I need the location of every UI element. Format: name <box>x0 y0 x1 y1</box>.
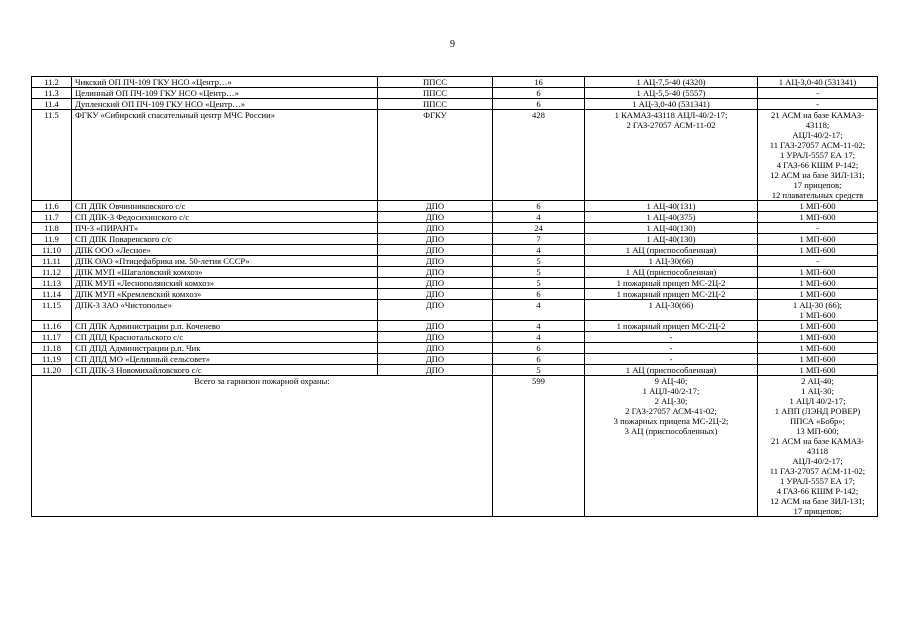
staff-count: 6 <box>493 289 585 300</box>
unit-name: ДПК ООО «Лесное» <box>72 245 378 256</box>
main-equipment <box>585 88 758 99</box>
table-row <box>32 245 878 256</box>
total-main-equipment-line: 1 АЦЛ-40/2-17; <box>642 386 700 396</box>
row-number: 11.8 <box>32 223 72 234</box>
unit-name: СП ДПК-3 Новомихайловского с/с <box>72 365 378 376</box>
row-number: 11.19 <box>32 354 72 365</box>
total-reserve-equipment-line: 1 АЦЛ 40/2-17; <box>789 396 846 406</box>
table-row <box>32 110 878 201</box>
row-number: 11.11 <box>32 256 72 267</box>
reserve-equipment-line: АЦЛ-40/2-17; <box>792 130 843 140</box>
total-main-equipment-line: 3 АЦ (приспособленных) <box>624 426 718 436</box>
reserve-equipment-line: - <box>816 223 819 233</box>
main-equipment-line: 1 АЦ (приспособленная) <box>625 365 717 375</box>
reserve-equipment-line: 1 МП-600 <box>799 289 836 299</box>
total-main-equipment <box>585 376 758 517</box>
main-equipment <box>585 354 758 365</box>
unit-type: ДПО <box>378 365 493 376</box>
total-reserve-equipment-line: 11 ГАЗ-27057 АСМ-11-02; <box>769 466 866 476</box>
row-number: 11.13 <box>32 278 72 289</box>
unit-name: СП ДПК Овчинниковского с/с <box>72 201 378 212</box>
table-row <box>32 99 878 110</box>
reserve-equipment <box>758 365 878 376</box>
unit-type: ДПО <box>378 332 493 343</box>
table-row <box>32 77 878 88</box>
unit-name: ДПК МУП «Шагаловский комхоз» <box>72 267 378 278</box>
main-equipment <box>585 99 758 110</box>
staff-count: 4 <box>493 300 585 321</box>
reserve-equipment-line: 43118; <box>805 120 830 130</box>
reserve-equipment <box>758 278 878 289</box>
reserve-equipment-line: 4 ГАЗ-66 КШМ Р-142; <box>776 160 859 170</box>
reserve-equipment-line: 1 МП-600 <box>799 245 836 255</box>
table-row <box>32 88 878 99</box>
reserve-equipment-line: 1 МП-600 <box>799 365 836 375</box>
table-row <box>32 223 878 234</box>
staff-count: 4 <box>493 321 585 332</box>
reserve-equipment-line: 1 МП-600 <box>799 343 836 353</box>
main-equipment-line: 1 АЦ-30(66) <box>648 300 694 310</box>
staff-count: 6 <box>493 343 585 354</box>
unit-type: ППСС <box>378 77 493 88</box>
main-equipment-line: 1 АЦ-5,5-40 (5557) <box>636 88 706 98</box>
total-main-equipment-line: 2 АЦ-30; <box>654 396 688 406</box>
staff-count: 428 <box>493 110 585 201</box>
unit-type: ППСС <box>378 99 493 110</box>
table-row <box>32 256 878 267</box>
total-reserve-equipment-line: 1 АЦ-30; <box>801 386 834 396</box>
reserve-equipment <box>758 321 878 332</box>
unit-name: ФГКУ «Сибирский спасательный центр МЧС России» <box>72 110 378 201</box>
reserve-equipment-line: 1 АЦ-3,0-40 (531341) <box>778 77 857 87</box>
unit-name: СП ДПК Поваренского с/с <box>72 234 378 245</box>
unit-name: Чикский ОП ПЧ-109 ГКУ НСО «Центр…» <box>72 77 378 88</box>
row-number: 11.16 <box>32 321 72 332</box>
total-reserve-equipment-line: 21 АСМ на базе КАМАЗ- <box>771 436 864 446</box>
reserve-equipment-line: 1 УРАЛ-5557 ЕА 17; <box>779 150 856 160</box>
unit-name: СП ДПД МО «Целинный сельсовет» <box>72 354 378 365</box>
main-equipment-line: 1 АЦ (приспособленная) <box>625 267 717 277</box>
unit-name: ДПК МУП «Кремлевский комхоз» <box>72 289 378 300</box>
row-number: 11.9 <box>32 234 72 245</box>
table-row <box>32 278 878 289</box>
staff-count: 24 <box>493 223 585 234</box>
reserve-equipment-line: 1 АЦ-30 (66); <box>792 300 843 310</box>
main-equipment-line: 1 АЦ-30(66) <box>648 256 694 266</box>
unit-name: Целинный ОП ПЧ-109 ГКУ НСО «Центр…» <box>72 88 378 99</box>
unit-type: ДПО <box>378 245 493 256</box>
main-equipment <box>585 223 758 234</box>
main-equipment <box>585 321 758 332</box>
staff-count: 5 <box>493 267 585 278</box>
table-row <box>32 354 878 365</box>
reserve-equipment-line: 1 МП-600 <box>799 212 836 222</box>
reserve-equipment <box>758 332 878 343</box>
unit-type: ДПО <box>378 267 493 278</box>
staff-count: 4 <box>493 245 585 256</box>
reserve-equipment-line: 1 МП-600 <box>799 267 836 277</box>
reserve-equipment-line: 1 МП-600 <box>799 354 836 364</box>
unit-type: ДПО <box>378 256 493 267</box>
row-number: 11.12 <box>32 267 72 278</box>
main-equipment-line: - <box>669 354 673 364</box>
reserve-equipment <box>758 212 878 223</box>
unit-name: ДПК ОАО «Птицефабрика им. 50-летия СССР» <box>72 256 378 267</box>
reserve-equipment-line: 1 МП-600 <box>799 332 836 342</box>
main-equipment-line: 1 АЦ-7,5-40 (4320) <box>636 77 706 87</box>
main-equipment-line: 1 АЦ-40(131) <box>646 201 696 211</box>
row-number: 11.20 <box>32 365 72 376</box>
reserve-equipment <box>758 223 878 234</box>
unit-type: ДПО <box>378 300 493 321</box>
unit-type: ФГКУ <box>378 110 493 201</box>
staff-count: 5 <box>493 278 585 289</box>
unit-name: СП ДПД Администрации р.п. Чик <box>72 343 378 354</box>
reserve-equipment <box>758 99 878 110</box>
reserve-equipment-line: - <box>816 256 819 266</box>
staff-count: 16 <box>493 77 585 88</box>
total-reserve-equipment-line: 1 АПП (ЛЭНД РОВЕР) <box>774 406 861 416</box>
unit-type: ДПО <box>378 212 493 223</box>
staff-count: 5 <box>493 256 585 267</box>
unit-type: ДПО <box>378 321 493 332</box>
reserve-equipment <box>758 88 878 99</box>
main-equipment-line: 2 ГАЗ-27057 АСМ-11-02 <box>626 120 716 130</box>
reserve-equipment-line: - <box>816 88 819 98</box>
reserve-equipment-line: 11 ГАЗ-27057 АСМ-11-02; <box>769 140 866 150</box>
reserve-equipment-line: 1 МП-600 <box>799 234 836 244</box>
reserve-equipment-line: 12 плавательных средств <box>771 190 864 200</box>
total-reserve-equipment-line: 12 АСМ на базе ЗИЛ-131; <box>770 496 865 506</box>
main-equipment-line: - <box>669 343 673 353</box>
total-main-equipment-line: 2 ГАЗ-27057 АСМ-41-02; <box>625 406 717 416</box>
main-equipment-line: 1 пожарный прицеп МС-2Ц-2 <box>616 289 726 299</box>
table-row <box>32 365 878 376</box>
staff-count: 6 <box>493 88 585 99</box>
table-row <box>32 289 878 300</box>
table-row <box>32 234 878 245</box>
reserve-equipment <box>758 343 878 354</box>
unit-type: ДПО <box>378 343 493 354</box>
total-main-equipment-line: 3 пожарных прицепа МС-2Ц-2; <box>613 416 729 426</box>
main-equipment-line: 1 АЦ-40(130) <box>646 234 696 244</box>
page-number: 9 <box>450 39 455 50</box>
table-row <box>32 267 878 278</box>
main-equipment-line: 1 АЦ-3,0-40 (531341) <box>632 99 710 109</box>
main-equipment <box>585 289 758 300</box>
reserve-equipment <box>758 110 878 201</box>
reserve-equipment <box>758 234 878 245</box>
unit-type: ППСС <box>378 88 493 99</box>
table-row <box>32 212 878 223</box>
total-staff-count: 599 <box>493 376 585 517</box>
total-main-equipment-line: 9 АЦ-40; <box>654 376 688 386</box>
main-equipment-line: 1 пожарный прицеп МС-2Ц-2 <box>616 321 726 331</box>
unit-type: ДПО <box>378 201 493 212</box>
table-body <box>32 77 878 517</box>
main-equipment-line: 1 АЦ-40(130) <box>646 223 696 233</box>
unit-name: ПЧ-3 «ПИРАНТ» <box>72 223 378 234</box>
table-row <box>32 201 878 212</box>
row-number: 11.6 <box>32 201 72 212</box>
main-equipment-line: 1 пожарный прицеп МС-2Ц-2 <box>616 278 726 288</box>
row-number: 11.15 <box>32 300 72 321</box>
staff-count: 5 <box>493 365 585 376</box>
total-reserve-equipment-line: ППСА «Бобр»; <box>790 416 845 426</box>
total-reserve-equipment-line: 43118 <box>806 446 829 456</box>
row-number: 11.10 <box>32 245 72 256</box>
reserve-equipment <box>758 245 878 256</box>
reserve-equipment <box>758 289 878 300</box>
staff-count: 4 <box>493 332 585 343</box>
table-row <box>32 300 878 321</box>
staff-count: 7 <box>493 234 585 245</box>
unit-type: ДПО <box>378 278 493 289</box>
reserve-equipment <box>758 77 878 88</box>
row-number: 11.18 <box>32 343 72 354</box>
total-label: Всего за гарнизон пожарной охраны: <box>32 376 493 517</box>
main-equipment-line: 1 КАМАЗ-43118 АЦЛ-40/2-17; <box>614 110 728 120</box>
main-equipment <box>585 256 758 267</box>
main-equipment <box>585 201 758 212</box>
unit-type: ДПО <box>378 354 493 365</box>
unit-name: ДПК МУП «Леснополянский комхоз» <box>72 278 378 289</box>
total-reserve-equipment-line: АЦЛ-40/2-17; <box>792 456 843 466</box>
unit-name: СП ДПД Краснотальского с/с <box>72 332 378 343</box>
main-equipment <box>585 343 758 354</box>
main-equipment <box>585 300 758 321</box>
total-reserve-equipment <box>758 376 878 517</box>
main-equipment <box>585 332 758 343</box>
main-equipment <box>585 212 758 223</box>
row-number: 11.17 <box>32 332 72 343</box>
staff-count: 6 <box>493 99 585 110</box>
main-equipment <box>585 245 758 256</box>
reserve-equipment-line: 12 АСМ на базе ЗИЛ-131; <box>770 170 865 180</box>
reserve-equipment <box>758 267 878 278</box>
total-reserve-equipment-line: 1 УРАЛ-5557 ЕА 17; <box>779 476 856 486</box>
reserve-equipment-line: 1 МП-600 <box>799 278 836 288</box>
main-equipment <box>585 77 758 88</box>
reserve-equipment <box>758 256 878 267</box>
main-equipment <box>585 267 758 278</box>
staff-count: 4 <box>493 212 585 223</box>
reserve-equipment <box>758 354 878 365</box>
row-number: 11.2 <box>32 77 72 88</box>
unit-name: СП ДПК-3 Федосихинского с/с <box>72 212 378 223</box>
row-number: 11.7 <box>32 212 72 223</box>
reserve-equipment-line: 1 МП-600 <box>799 201 836 211</box>
unit-type: ДПО <box>378 289 493 300</box>
reserve-equipment-line: 1 МП-600 <box>799 310 836 320</box>
unit-name: СП ДПК Администрации р.п. Коченево <box>72 321 378 332</box>
reserve-equipment-line: 1 МП-600 <box>799 321 836 331</box>
reserve-equipment-line: 17 прицепов; <box>793 180 842 190</box>
main-equipment <box>585 234 758 245</box>
total-reserve-equipment-line: 2 АЦ-40; <box>801 376 834 386</box>
row-number: 11.14 <box>32 289 72 300</box>
main-equipment-line: 1 АЦ (приспособленная) <box>625 245 717 255</box>
main-equipment-line: 1 АЦ-40(375) <box>646 212 696 222</box>
row-number: 11.5 <box>32 110 72 201</box>
reserve-equipment <box>758 300 878 321</box>
reserve-equipment-line: 21 АСМ на базе КАМАЗ- <box>771 110 864 120</box>
row-number: 11.3 <box>32 88 72 99</box>
reserve-equipment <box>758 201 878 212</box>
unit-name: ДПК-3 ЗАО «Чистополье» <box>72 300 378 321</box>
total-reserve-equipment-line: 13 МП-600; <box>796 426 839 436</box>
row-number: 11.4 <box>32 99 72 110</box>
table-row <box>32 321 878 332</box>
unit-name: Дупленский ОП ПЧ-109 ГКУ НСО «Центр…» <box>72 99 378 110</box>
total-reserve-equipment-line: 17 прицепов; <box>793 506 842 516</box>
main-equipment <box>585 110 758 201</box>
main-equipment <box>585 365 758 376</box>
staff-count: 6 <box>493 354 585 365</box>
main-equipment-line: - <box>669 332 673 342</box>
table-row <box>32 343 878 354</box>
total-reserve-equipment-line: 4 ГАЗ-66 КШМ Р-142; <box>776 486 859 496</box>
main-equipment <box>585 278 758 289</box>
unit-type: ДПО <box>378 234 493 245</box>
reserve-equipment-line: - <box>816 99 819 109</box>
table-row <box>32 332 878 343</box>
staff-count: 6 <box>493 201 585 212</box>
unit-type: ДПО <box>378 223 493 234</box>
total-row <box>32 376 878 517</box>
fire-garrison-table <box>31 76 878 517</box>
